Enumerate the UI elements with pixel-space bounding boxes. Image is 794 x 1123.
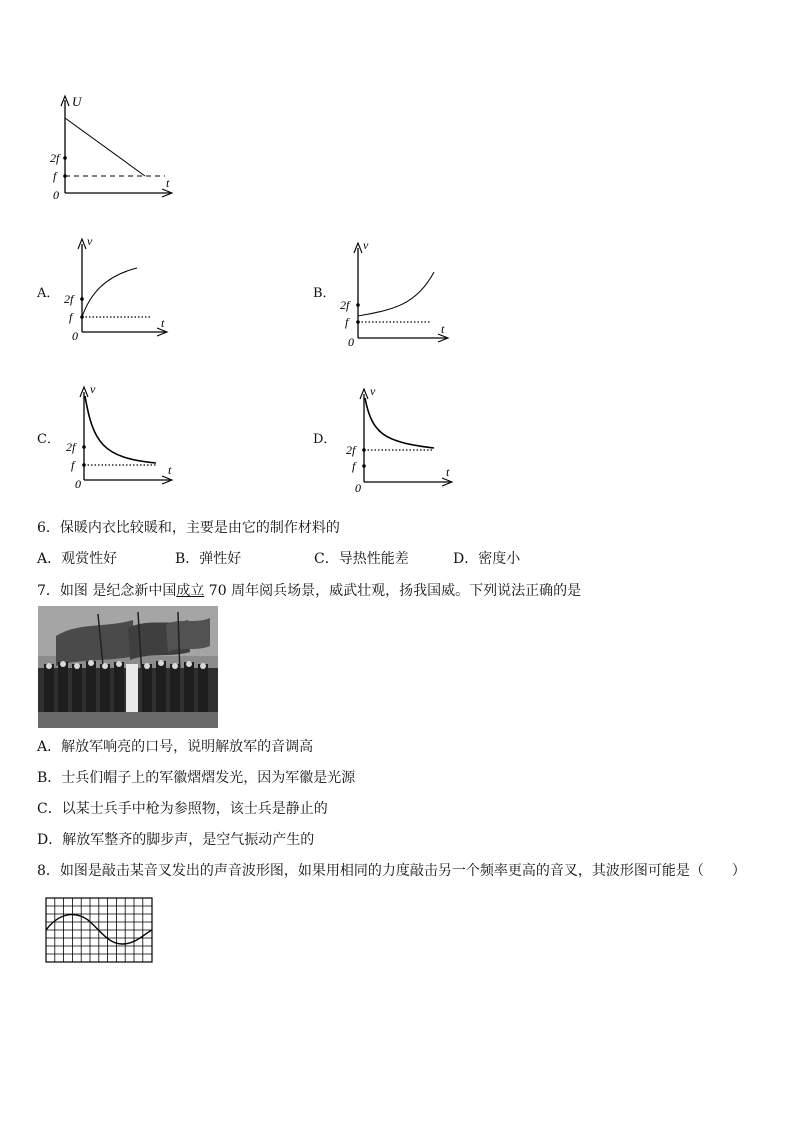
tick-f-label: f xyxy=(71,458,75,472)
q7-stem-start: 7．如图 是纪念新中国 xyxy=(37,583,177,599)
origin-label: 0 xyxy=(53,188,59,202)
q7-option-b[interactable]: B．士兵们帽子上的军徽熠熠发光，因为军徽是光源 xyxy=(37,770,356,786)
origin-label: 0 xyxy=(348,335,354,348)
tick-2f-dot xyxy=(356,303,360,307)
origin-label: 0 xyxy=(75,477,81,491)
option-b-label[interactable]: B． xyxy=(313,286,336,301)
x-axis-label: t xyxy=(161,316,165,330)
q6-stem: 6．保暖内衣比较暖和，主要是由它的制作材料的 xyxy=(37,520,340,536)
option-a-label[interactable]: A． xyxy=(37,286,60,301)
decreasing-line xyxy=(65,118,145,176)
option-c-graph[interactable] xyxy=(60,380,180,492)
option-c-label[interactable]: C． xyxy=(37,432,60,447)
y-axis-label: v xyxy=(87,234,93,248)
x-axis-label: t xyxy=(441,322,445,336)
y-axis-label: U xyxy=(72,94,82,109)
tick-2f-label: 2f xyxy=(340,298,350,312)
tick-f-dot xyxy=(362,464,366,468)
tick-f-dot xyxy=(63,174,67,178)
q8-stem: 8．如图是敲击某音叉发出的声音波形图，如果用相同的力度敲击另一个频率更高的音叉，其波形图可能是（ ） xyxy=(37,863,746,879)
tick-f-dot xyxy=(82,463,86,467)
option-a-graph[interactable] xyxy=(60,232,175,344)
q7-stem xyxy=(37,582,581,600)
y-axis-label: v xyxy=(370,384,376,398)
q6-option-a[interactable]: A．观赏性好 xyxy=(37,551,118,567)
tick-f-dot xyxy=(80,315,84,319)
decreasing-curve xyxy=(365,398,434,448)
tick-f-label: f xyxy=(69,310,73,324)
tick-2f-dot xyxy=(63,156,67,160)
tick-2f-label: 2f xyxy=(66,440,76,454)
increasing-curve xyxy=(358,272,434,316)
top-u-t-graph xyxy=(50,90,190,205)
option-d-label[interactable]: D． xyxy=(313,432,337,447)
q7-option-c[interactable]: C．以某士兵手中枪为参照物，该士兵是静止的 xyxy=(37,801,328,817)
origin-label: 0 xyxy=(355,481,361,494)
q7-option-a[interactable]: A．解放军响亮的口号，说明解放军的音调高 xyxy=(37,739,314,755)
tick-2f-label: 2f xyxy=(50,151,60,165)
tick-2f-label: 2f xyxy=(64,292,74,306)
tick-f-label: f xyxy=(345,315,349,329)
decreasing-curve xyxy=(85,396,156,463)
q6-option-c[interactable]: C．导热性能差 xyxy=(314,551,409,567)
waveform-grid xyxy=(44,896,154,964)
x-axis-label: t xyxy=(168,463,172,477)
origin-label: 0 xyxy=(72,329,78,343)
tick-f-label: f xyxy=(352,459,356,473)
tick-2f-dot xyxy=(82,445,86,449)
q6-option-b[interactable]: B．弹性好 xyxy=(175,551,242,567)
tick-f-dot xyxy=(356,320,360,324)
q6-option-d[interactable]: D．密度小 xyxy=(453,551,521,567)
option-d-graph[interactable] xyxy=(336,382,458,494)
q7-option-d[interactable]: D．解放军整齐的脚步声，是空气振动产生的 xyxy=(37,832,315,848)
parade-photo xyxy=(38,606,218,728)
y-axis-label: v xyxy=(90,382,96,396)
q7-stem-end: 70 周年阅兵场景，威武壮观，扬我国威。下列说法正确的是 xyxy=(204,583,582,599)
q7-stem-underlined: 成立 xyxy=(176,583,205,599)
tick-2f-label: 2f xyxy=(346,443,356,457)
tick-2f-dot xyxy=(80,297,84,301)
tick-2f-dot xyxy=(362,448,366,452)
x-axis-label: t xyxy=(166,176,170,190)
x-axis-label: t xyxy=(446,465,450,479)
tick-f-label: f xyxy=(53,169,57,183)
y-axis-label: v xyxy=(363,238,369,252)
option-b-graph[interactable] xyxy=(336,236,456,348)
increasing-curve xyxy=(82,268,137,317)
